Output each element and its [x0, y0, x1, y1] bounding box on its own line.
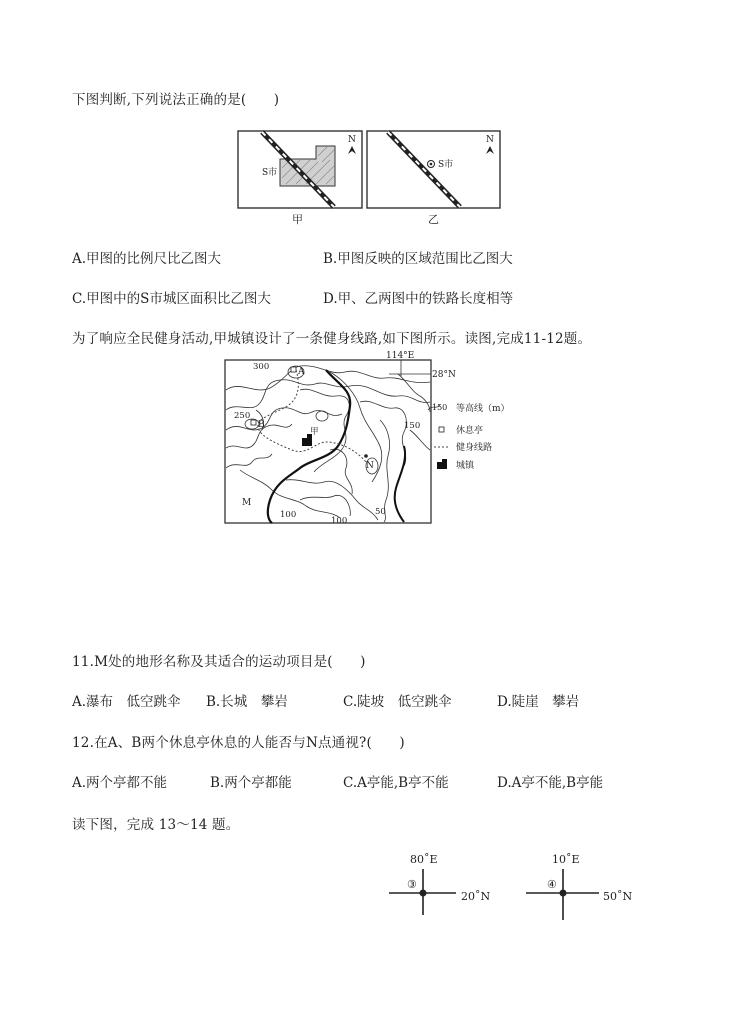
fig-a-city-label: S市	[262, 168, 278, 178]
contour-label-150: 150	[404, 421, 421, 431]
g3-point-marker	[420, 890, 427, 897]
q10-option-b: B.甲图反映的区域范围比乙图大	[323, 251, 513, 267]
point-m-label: M	[242, 498, 252, 508]
legend-pavilion-icon	[439, 427, 444, 432]
figure-jia	[238, 131, 362, 226]
fig-b-city-label: S市	[438, 160, 454, 170]
fig-a-caption: 甲	[292, 213, 303, 226]
legend-contour-num: 150	[432, 403, 448, 412]
intro-11-12: 为了响应全民健身活动,甲城镇设计了一条健身线路,如下图所示。读图,完成11-12题。	[72, 331, 592, 347]
g4-point-marker	[560, 890, 567, 897]
figure-yi	[367, 131, 500, 226]
q12-stem: 12.在A、B两个休息亭休息的人能否与N点通视?( )	[72, 735, 405, 751]
point-n-label: N	[366, 461, 374, 471]
legend-route-label: 健身线路	[456, 443, 493, 453]
map-lon-label: 114°E	[386, 351, 415, 361]
q10-option-a: A.甲图的比例尺比乙图大	[72, 251, 222, 267]
q11-option-a: A.瀑布 低空跳伞	[72, 694, 181, 710]
legend-town-label: 城镇	[456, 461, 475, 471]
contour-label-50: 50	[375, 507, 386, 517]
q10-option-d: D.甲、乙两图中的铁路长度相等	[323, 291, 514, 307]
g3-number: ③	[407, 878, 417, 891]
q11-option-c: C.陡坡 低空跳伞	[343, 694, 452, 710]
grid-figure	[0, 848, 738, 928]
grid-point-3	[389, 853, 490, 915]
fig-b-caption: 乙	[428, 213, 439, 226]
point-a-label: A	[298, 367, 305, 377]
grid-point-4	[526, 853, 632, 920]
q12-option-c: C.A亭能,B亭不能	[343, 775, 449, 791]
q10-option-c: C.甲图中的S市城区面积比乙图大	[72, 291, 271, 307]
q10-stem: 下图判断,下列说法正确的是( )	[72, 92, 280, 108]
contour-label-300: 300	[253, 362, 270, 372]
north-label-b: N	[486, 135, 494, 145]
q11-stem: 11.M处的地形名称及其适合的运动项目是( )	[72, 654, 366, 670]
contour-label-250: 250	[234, 411, 251, 421]
g3-lon-label: 80˚E	[410, 853, 438, 866]
contour-label-100a: 100	[280, 510, 297, 520]
contour-map	[0, 350, 738, 530]
q11-option-d: D.陡崖 攀岩	[497, 694, 580, 710]
g4-lat-label: 50˚N	[603, 890, 633, 903]
legend-contour-label: 等高线（m）	[456, 404, 510, 414]
q12-option-a: A.两个亭都不能	[72, 775, 168, 791]
g4-lon-label: 10˚E	[552, 853, 580, 866]
point-b-label: B	[258, 420, 265, 430]
q12-option-d: D.A亭不能,B亭能	[497, 775, 604, 791]
point-n-marker	[364, 454, 368, 458]
north-label-a: N	[348, 135, 356, 145]
map-lat-label: 28°N	[432, 370, 456, 380]
town-label: 甲	[310, 427, 319, 437]
q10-figure	[0, 128, 738, 228]
pavilion-b-icon	[251, 420, 256, 425]
g3-lat-label: 20˚N	[461, 890, 491, 903]
g4-number: ④	[547, 878, 557, 891]
legend-town-icon	[437, 459, 447, 469]
q11-option-b: B.长城 攀岩	[206, 694, 288, 710]
pavilion-a-icon	[291, 367, 296, 372]
q12-option-b: B.两个亭都能	[210, 775, 292, 791]
map-legend	[428, 402, 510, 471]
intro-13-14: 读下图，完成 13～14 题。	[72, 817, 240, 833]
contour-label-100b: 100	[331, 516, 348, 526]
legend-pavilion-label: 休息亭	[456, 426, 484, 436]
